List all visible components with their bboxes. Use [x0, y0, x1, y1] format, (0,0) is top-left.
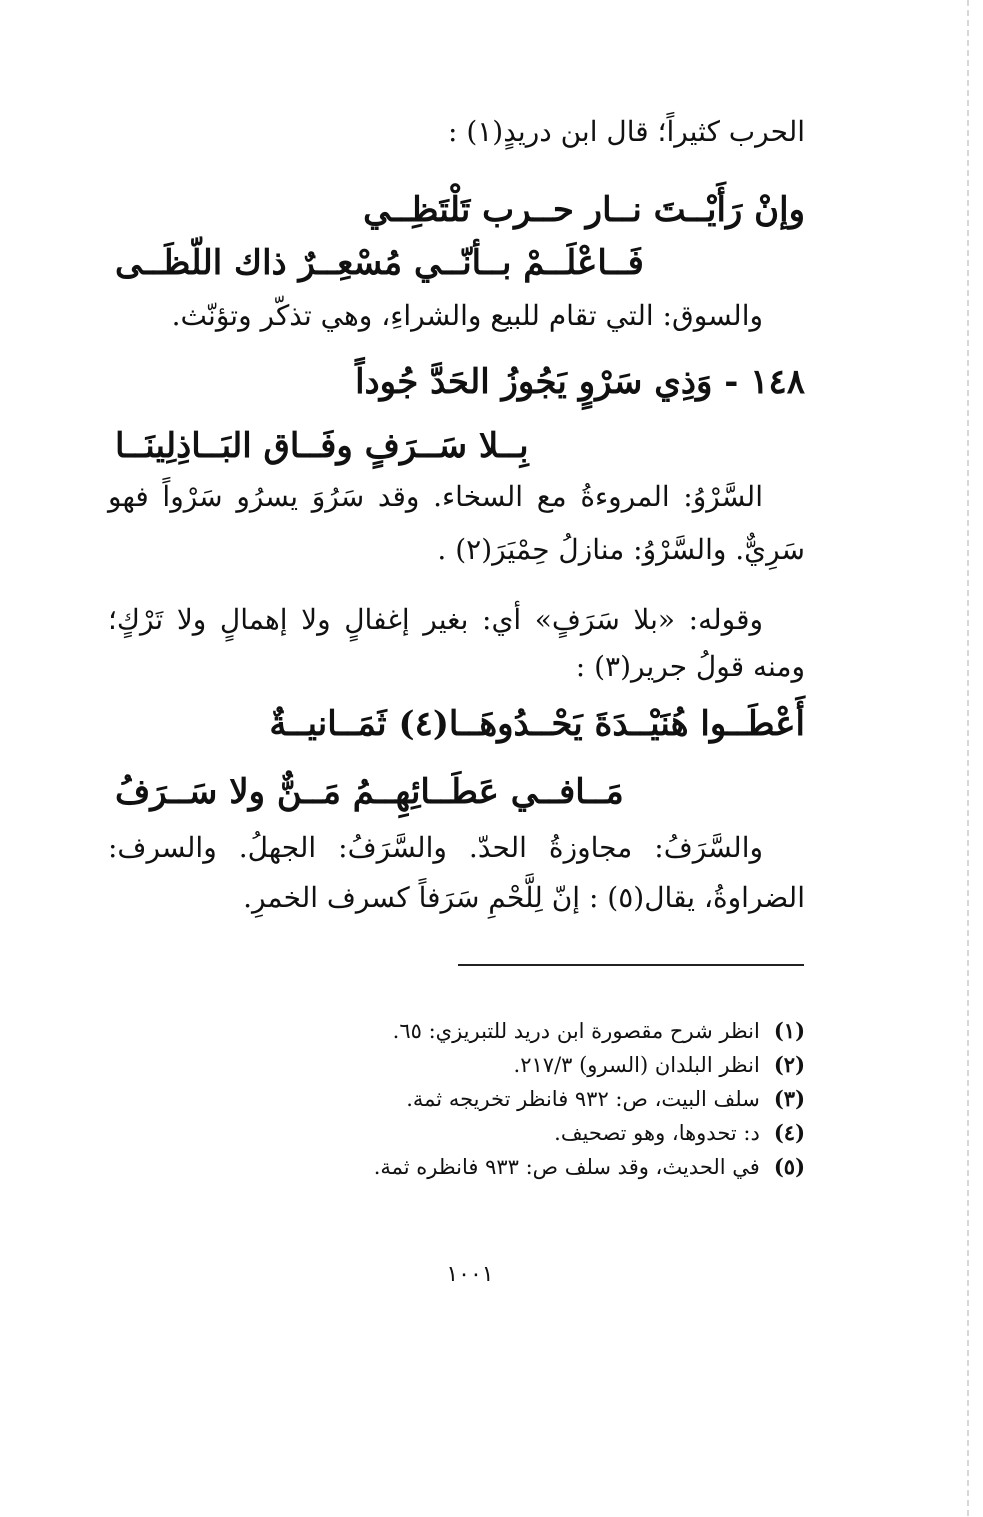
verse-2-hemistich-1: ١٤٨ - وَذِي سَرْوٍ يَجُوزُ الحَدَّ جُوداً — [355, 362, 805, 402]
verse-1-hemistich-1: وإنْ رَأَيْــتَ نــار حــرب تَلْتَظِــي — [363, 190, 805, 230]
body-line-3: السَّرْوُ: المروءةُ مع السخاء. وقد سَرُوَ يسرُو سَرْواً فهو — [108, 480, 763, 513]
footnote-number: (٣) — [773, 1086, 805, 1111]
verse-2-hemistich-2: بِــلا سَــرَفٍ وفَــاق البَــاذِلِينَــا — [115, 426, 529, 466]
footnote-text: انظر شرح مقصورة ابن دريد للتبريزي: ٦٥. — [392, 1019, 760, 1043]
footnote-number: (٥) — [773, 1154, 805, 1179]
footnote-number: (٤) — [773, 1120, 805, 1145]
body-line-8: الضراوةُ، يقال(٥) : إنّ لِلَّحْمِ سَرَفاً كسرف الخمرِ. — [243, 881, 805, 914]
page-number: ١٠٠١ — [446, 1262, 494, 1287]
footnote-number: (٢) — [773, 1052, 805, 1077]
footnote-3 — [406, 1084, 805, 1114]
footnote-text: سلف البيت، ص: ٩٣٢ فانظر تخريجه ثمة. — [406, 1087, 760, 1111]
footnote-1 — [393, 1016, 805, 1046]
footnote-text: د: تحدوها، وهو تصحيف. — [554, 1121, 760, 1145]
footnote-separator — [458, 964, 804, 966]
footnote-text: في الحديث، وقد سلف ص: ٩٣٣ فانظره ثمة. — [373, 1155, 760, 1179]
body-line-7: والسَّرَفُ: مجاوزةُ الحدّ. والسَّرَفُ: الجهلُ. والسرف: — [108, 831, 763, 864]
footnote-5 — [374, 1152, 805, 1182]
body-line-5: وقوله: «بلا سَرَفٍ» أي: بغير إغفالٍ ولا إهمالٍ ولا تَرْكٍ؛ — [108, 603, 763, 636]
body-line-2: والسوق: التي تقام للبيع والشراءِ، وهي تذكّر وتؤنّث. — [171, 299, 763, 332]
body-line-6: ومنه قولُ جرير(٣) : — [575, 650, 805, 683]
verse-1-hemistich-2: فَــاعْلَــمْ بــأنّــي مُسْعِــرٌ ذاك اللّظَــى — [115, 243, 644, 283]
footnote-text: انظر البلدان (السرو) ٢١٧/٣. — [513, 1053, 760, 1077]
verse-3-hemistich-2: مَــافــي عَطَــائِهِــمُ مَــنٌّ ولا سَــرَفُ — [115, 772, 624, 812]
footnote-2 — [514, 1050, 805, 1080]
verse-3-hemistich-1: أَعْطَــوا هُنَيْــدَةَ يَحْــدُوهَــا(٤) ثَمَــانيــةٌ — [269, 704, 805, 744]
body-line-1: الحرب كثيراً؛ قال ابن دريدٍ(١) : — [447, 115, 805, 148]
scan-edge — [967, 0, 969, 1517]
footnote-number: (١) — [773, 1018, 805, 1043]
body-line-4: سَرِيٌّ. والسَّرْوُ: منازلُ حِمْيَرَ(٢) . — [437, 533, 805, 566]
footnote-4 — [554, 1118, 805, 1148]
